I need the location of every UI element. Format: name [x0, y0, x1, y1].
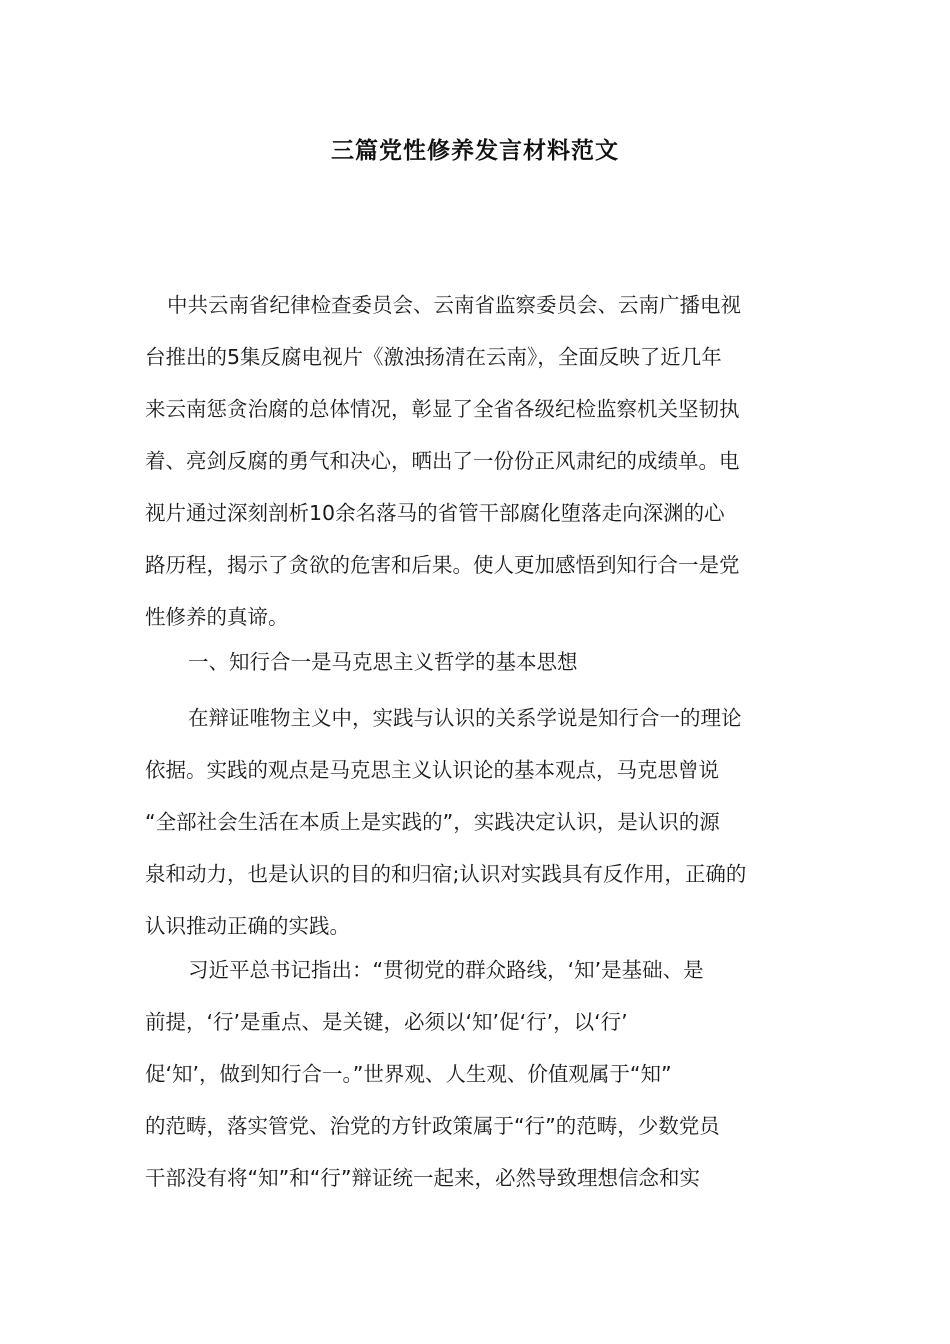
text-line: 泉和动力，也是认识的目的和归宿;认识对实践具有反作用，正确的 [145, 862, 747, 886]
text-line: “全部社会生活在本质上是实践的”，实践决定认识，是认识的源 [145, 810, 720, 834]
text-line: 习近平总书记指出：“贯彻党的群众路线，‘知’是基础、是 [188, 958, 704, 982]
text-line: 视片通过深刻剖析10余名落马的省管干部腐化堕落走向深渊的心 [145, 501, 725, 525]
text-line: 依据。实践的观点是马克思主义认识论的基本观点，马克思曾说 [145, 758, 719, 782]
text-line: 性修养的真谛。 [145, 605, 289, 629]
paragraph-quote [145, 944, 805, 1204]
paragraph-dialectics [145, 692, 805, 952]
text-line: 在辩证唯物主义中，实践与认识的关系学说是知行合一的理论 [188, 706, 742, 730]
text-line: 中共云南省纪律检查委员会、云南省监察委员会、云南广播电视 [167, 293, 741, 317]
text-line: 认识推动正确的实践。 [145, 914, 350, 938]
section-heading-text: 一、知行合一是马克思主义哲学的基本思想 [188, 650, 578, 674]
text-line: 促‘知’，做到知行合一。”世界观、人生观、价值观属于“知” [145, 1062, 672, 1086]
text-line: 台推出的5集反腐电视片《激浊扬清在云南》，全面反映了近几年 [145, 345, 722, 369]
text-line: 着、亮剑反腐的勇气和决心，晒出了一份份正风肃纪的成绩单。电 [145, 449, 740, 473]
text-line: 的范畴，落实管党、治党的方针政策属于“行”的范畴，少数党员 [145, 1114, 720, 1138]
text-line: 路历程，揭示了贪欲的危害和后果。使人更加感悟到知行合一是党 [145, 553, 740, 577]
paragraph-intro [145, 279, 805, 643]
text-line: 前提，‘行’是重点、是关键，必须以‘知’促‘行’，以‘行’ [145, 1010, 628, 1034]
document-title: 三篇党性修养发言材料范文 [331, 138, 619, 164]
text-line: 来云南惩贪治腐的总体情况，彰显了全省各级纪检监察机关坚韧执 [145, 397, 740, 421]
text-line: 干部没有将“知”和“行”辩证统一起来，必然导致理想信念和实 [145, 1166, 700, 1190]
section-heading [145, 636, 805, 688]
